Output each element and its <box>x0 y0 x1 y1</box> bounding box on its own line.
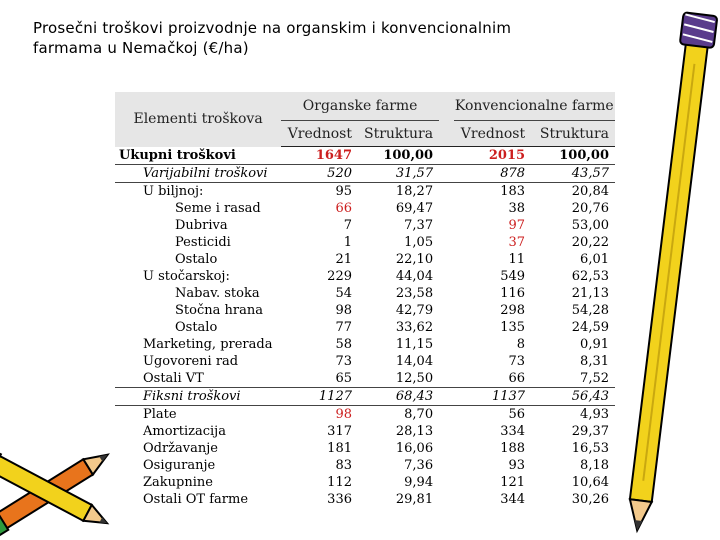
row-label: Varijabilni troškovi <box>115 165 281 183</box>
cell-gap <box>439 217 454 234</box>
table-row <box>115 457 615 474</box>
table-cell: 334 <box>500 424 526 439</box>
table-row <box>115 183 615 201</box>
table-cell: 38 <box>508 201 526 216</box>
table-cell: 23,58 <box>395 286 434 301</box>
table-cell: 344 <box>500 492 526 507</box>
table-cell: 878 <box>454 165 531 183</box>
row-label: Marketing, prerada <box>143 337 273 352</box>
cell-gap <box>439 251 454 268</box>
table-cell: 97 <box>508 218 526 233</box>
table-cell: 66 <box>335 201 352 216</box>
table-cell: 29,37 <box>571 424 609 439</box>
cell-gap <box>439 388 454 406</box>
table-cell: 520 <box>281 165 358 183</box>
cell-gap <box>439 302 454 319</box>
table-cell: 336 <box>327 492 352 507</box>
table-row <box>115 336 615 353</box>
slide-title <box>33 18 593 58</box>
table-cell: 37 <box>508 235 526 250</box>
cell-gap <box>439 474 454 491</box>
table-cell: 14,04 <box>395 354 434 369</box>
table-cell: 56 <box>508 407 526 422</box>
table-cell: 135 <box>500 320 526 335</box>
cell-gap <box>439 336 454 353</box>
table-cell: 1647 <box>281 147 358 165</box>
cell-gap <box>439 406 454 424</box>
row-label: Ugovoreni rad <box>143 354 239 369</box>
corner-header: Elementi troškova <box>115 92 281 147</box>
table-row <box>115 251 615 268</box>
row-label: Plate <box>143 407 177 422</box>
table-cell: 100,00 <box>358 147 439 165</box>
header-row-groups <box>115 92 615 121</box>
row-label: Zakupnine <box>143 475 213 490</box>
table-row <box>115 200 615 217</box>
table-row <box>115 319 615 336</box>
table-cell: 7,36 <box>404 458 434 473</box>
row-label: U stočarskoj: <box>143 269 230 284</box>
table-cell: 1127 <box>281 388 358 406</box>
row-label: Ostalo <box>175 320 218 335</box>
cost-table <box>115 92 615 508</box>
cell-gap <box>439 147 454 165</box>
row-label: Ostali VT <box>143 371 204 386</box>
table-cell: 29,81 <box>395 492 434 507</box>
table-cell: 65 <box>335 371 352 386</box>
table-cell: 69,47 <box>395 201 434 216</box>
table-cell: 317 <box>327 424 352 439</box>
table-row <box>115 165 615 183</box>
table-cell: 12,50 <box>395 371 434 386</box>
table-cell: 21,13 <box>571 286 609 301</box>
table-row <box>115 406 615 424</box>
table-cell: 93 <box>508 458 526 473</box>
cell-gap <box>439 457 454 474</box>
table-cell: 56,43 <box>531 388 615 406</box>
table-row <box>115 370 615 388</box>
table-cell: 8,70 <box>404 407 434 422</box>
table-cell: 54,28 <box>571 303 609 318</box>
cell-gap <box>439 353 454 370</box>
table-cell: 22,10 <box>395 252 434 267</box>
table-row <box>115 234 615 251</box>
table-cell: 7,52 <box>580 371 609 386</box>
table-cell: 100,00 <box>531 147 615 165</box>
table-cell: 0,91 <box>580 337 609 352</box>
table-cell: 28,13 <box>395 424 434 439</box>
table-cell: 9,94 <box>404 475 434 490</box>
cell-gap <box>439 200 454 217</box>
slide-title-line-1: Prosečni troškovi proizvodnje na organskim i konvencionalnim <box>33 19 512 37</box>
cell-gap <box>439 440 454 457</box>
row-label: Fiksni troškovi <box>115 388 281 406</box>
row-label: U biljnoj: <box>143 184 204 199</box>
table-row <box>115 491 615 508</box>
table-cell: 16,06 <box>395 441 434 456</box>
table-cell: 58 <box>335 337 352 352</box>
table-cell: 54 <box>335 286 352 301</box>
row-label: Pesticidi <box>175 235 231 250</box>
table-row <box>115 302 615 319</box>
row-label: Seme i rasad <box>175 201 261 216</box>
table-cell: 1 <box>343 235 352 250</box>
cell-gap <box>439 423 454 440</box>
table-cell: 10,64 <box>571 475 609 490</box>
table-row <box>115 353 615 370</box>
cell-gap <box>439 370 454 388</box>
table-row <box>115 285 615 302</box>
group-header-organic: Organske farme <box>281 92 439 121</box>
cost-table-container <box>115 92 615 528</box>
table-row <box>115 217 615 234</box>
table-cell: 62,53 <box>571 269 609 284</box>
table-row <box>115 268 615 285</box>
pencil-icon <box>596 2 720 540</box>
table-cell: 30,26 <box>571 492 609 507</box>
cell-gap <box>439 234 454 251</box>
table-cell: 20,22 <box>571 235 609 250</box>
table-cell: 73 <box>335 354 352 369</box>
table-cell: 16,53 <box>571 441 609 456</box>
row-label: Amortizacija <box>143 424 226 439</box>
table-cell: 2015 <box>454 147 531 165</box>
table-cell: 8,31 <box>580 354 609 369</box>
subheader-gap <box>439 121 454 147</box>
table-cell: 183 <box>500 184 526 199</box>
table-cell: 11 <box>508 252 526 267</box>
table-cell: 53,00 <box>571 218 609 233</box>
slide-title-line-2: farmama u Nemačkoj (€/ha) <box>33 39 249 57</box>
table-cell: 121 <box>500 475 526 490</box>
cell-gap <box>439 285 454 302</box>
row-label: Osiguranje <box>143 458 216 473</box>
cell-gap <box>439 268 454 285</box>
table-cell: 42,79 <box>395 303 434 318</box>
row-label: Ukupni troškovi <box>115 147 281 165</box>
header-gap <box>439 92 454 121</box>
table-cell: 1137 <box>454 388 531 406</box>
table-cell: 1,05 <box>404 235 434 250</box>
table-cell: 112 <box>327 475 352 490</box>
table-cell: 31,57 <box>358 165 439 183</box>
crossed-pencils-icon <box>0 428 120 540</box>
table-cell: 73 <box>508 354 526 369</box>
table-cell: 11,15 <box>395 337 434 352</box>
table-cell: 66 <box>508 371 526 386</box>
table-cell: 188 <box>500 441 526 456</box>
table-cell: 95 <box>335 184 352 199</box>
table-cell: 83 <box>335 458 352 473</box>
table-row <box>115 423 615 440</box>
cell-gap <box>439 183 454 201</box>
subheader-organic-structure: Struktura <box>358 121 439 147</box>
row-label: Stočna hrana <box>175 303 263 318</box>
table-cell: 21 <box>335 252 352 267</box>
table-cell: 98 <box>335 407 352 422</box>
row-label: Nabav. stoka <box>175 286 260 301</box>
table-row <box>115 388 615 406</box>
table-cell: 44,04 <box>395 269 434 284</box>
row-label: Održavanje <box>143 441 218 456</box>
table-cell: 298 <box>500 303 526 318</box>
table-cell: 8 <box>516 337 526 352</box>
table-cell: 4,93 <box>580 407 609 422</box>
row-label: Ostalo <box>175 252 218 267</box>
row-label: Ostali OT farme <box>143 492 249 507</box>
cell-gap <box>439 491 454 508</box>
row-label: Dubriva <box>175 218 228 233</box>
table-row <box>115 440 615 457</box>
cell-gap <box>439 319 454 336</box>
table-cell: 8,18 <box>580 458 609 473</box>
table-cell: 20,84 <box>571 184 609 199</box>
cost-table-body <box>115 147 615 509</box>
subheader-conventional-value: Vrednost <box>454 121 531 147</box>
group-header-conventional: Konvencionalne farme <box>454 92 615 121</box>
table-cell: 7 <box>343 218 352 233</box>
cell-gap <box>439 165 454 183</box>
table-cell: 68,43 <box>358 388 439 406</box>
table-cell: 33,62 <box>395 320 434 335</box>
table-row <box>115 474 615 491</box>
table-cell: 77 <box>335 320 352 335</box>
subheader-organic-value: Vrednost <box>281 121 358 147</box>
table-cell: 24,59 <box>571 320 609 335</box>
table-cell: 6,01 <box>580 252 609 267</box>
table-cell: 549 <box>500 269 526 284</box>
table-cell: 116 <box>500 286 526 301</box>
table-row <box>115 147 615 165</box>
table-cell: 181 <box>327 441 352 456</box>
table-cell: 43,57 <box>531 165 615 183</box>
table-cell: 98 <box>335 303 352 318</box>
table-cell: 20,76 <box>571 201 609 216</box>
table-cell: 7,37 <box>404 218 434 233</box>
subheader-conventional-structure: Struktura <box>531 121 615 147</box>
table-cell: 18,27 <box>395 184 434 199</box>
table-cell: 229 <box>327 269 352 284</box>
